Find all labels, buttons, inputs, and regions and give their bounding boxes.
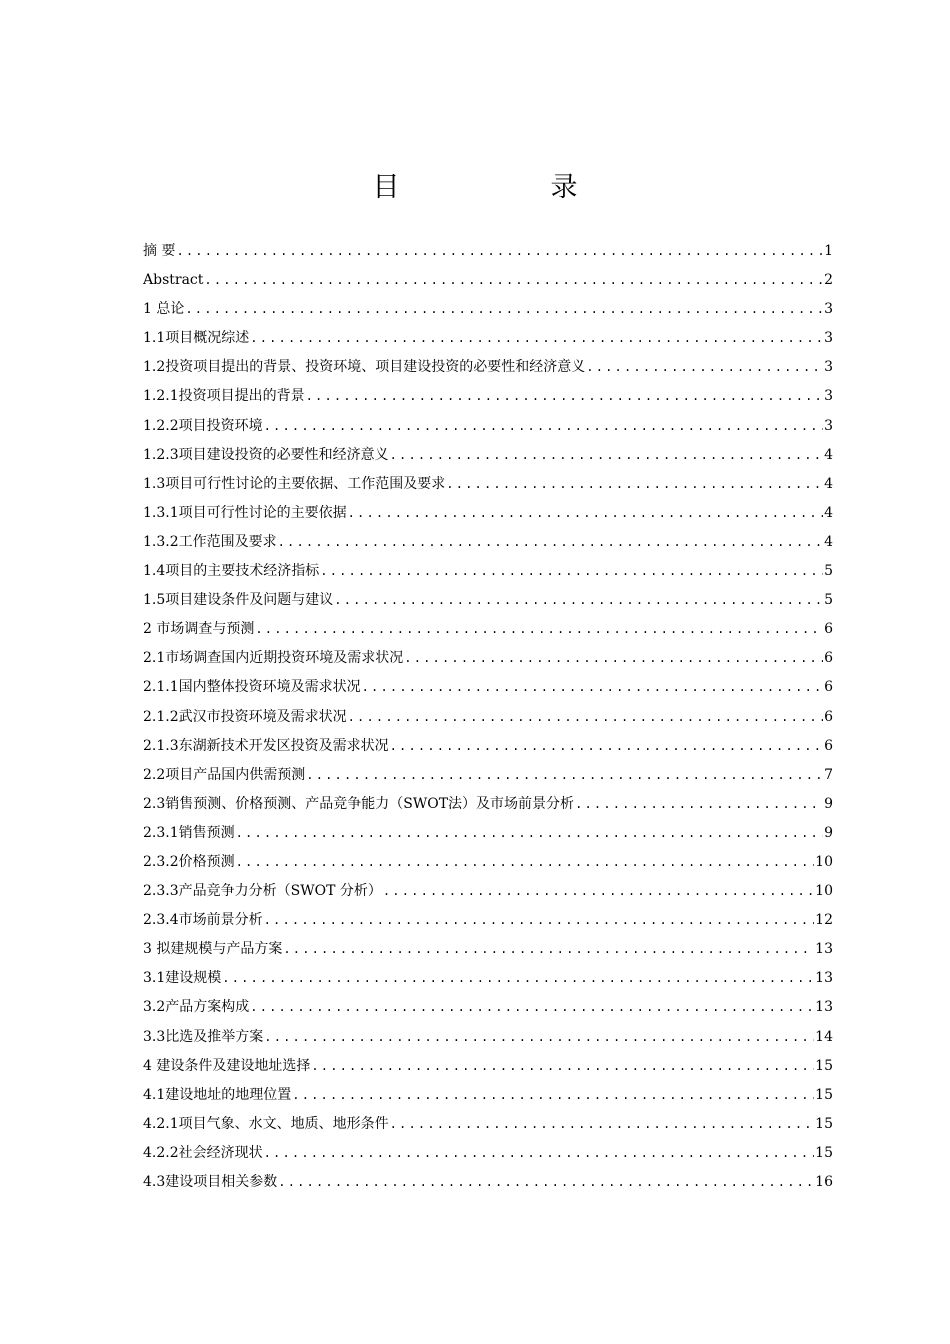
toc-entry-page-number: 16	[815, 1174, 833, 1190]
toc-entry-label: 4.3建设项目相关参数	[143, 1174, 278, 1190]
toc-entry-page-number: 6	[824, 708, 833, 725]
toc-entry[interactable]	[143, 964, 833, 993]
toc-dot-leader	[404, 644, 823, 673]
toc-entry-label: 4.2.2社会经济现状	[143, 1144, 263, 1161]
toc-entry-label: 1.2.1投资项目提出的背景	[143, 388, 305, 405]
toc-entry[interactable]	[143, 382, 833, 411]
toc-entry-page-number: 5	[824, 563, 833, 580]
toc-entry[interactable]	[143, 615, 833, 644]
toc-entry[interactable]	[143, 237, 833, 266]
toc-dot-leader	[311, 1052, 814, 1081]
toc-entry[interactable]	[143, 470, 833, 499]
toc-entry-label: 1.2.3项目建设投资的必要性和经济意义	[143, 446, 389, 463]
toc-entry[interactable]	[143, 1081, 833, 1110]
toc-entry-page-number: 10	[815, 883, 833, 900]
toc-entry[interactable]	[143, 761, 833, 790]
toc-entry-label: 3.3比选及推举方案	[143, 1028, 264, 1045]
toc-entry-label: 2.3.1销售预测	[143, 824, 235, 841]
toc-entry-label: 2.3销售预测、价格预测、产品竞争能力（SWOT法）及市场前景分析	[143, 795, 575, 812]
toc-entry[interactable]	[143, 877, 833, 906]
toc-entry-page-number: 10	[815, 853, 833, 870]
toc-entry-page-number: 15	[815, 1086, 833, 1103]
toc-entry-label: 2.3.2价格预测	[143, 853, 235, 870]
toc-entry-page-number: 12	[815, 912, 833, 929]
toc-entry[interactable]	[143, 353, 833, 382]
toc-entry-page-number: 9	[824, 795, 833, 812]
toc-entry-label: 2.1.2武汉市投资环境及需求状况	[143, 708, 347, 725]
toc-dot-leader	[278, 1168, 814, 1197]
toc-entry[interactable]	[143, 557, 833, 586]
toc-entry[interactable]	[143, 1023, 833, 1052]
toc-title: 目 录	[372, 172, 640, 203]
toc-entry-page-number: 15	[815, 1115, 833, 1132]
toc-entry-page-number: 13	[815, 970, 833, 987]
toc-entry-label: 1.2投资项目提出的背景、投资环境、项目建设投资的必要性和经济意义	[143, 359, 586, 376]
toc-entry[interactable]	[143, 732, 833, 761]
toc-dot-leader	[586, 353, 823, 382]
toc-entry-label: 2.3.4市场前景分析	[143, 912, 263, 929]
toc-entry-page-number: 13	[815, 941, 833, 958]
toc-entry-label: 1.4项目的主要技术经济指标	[143, 563, 320, 580]
toc-entry[interactable]	[143, 819, 833, 848]
toc-entry[interactable]	[143, 266, 833, 295]
toc-entry[interactable]	[143, 528, 833, 557]
toc-dot-leader	[236, 819, 823, 848]
toc-entry[interactable]	[143, 324, 833, 353]
toc-entry-page-number: 6	[824, 621, 833, 638]
toc-entry-label: 2 市场调查与预测	[143, 621, 255, 638]
toc-dot-leader	[250, 993, 814, 1022]
toc-dot-leader	[446, 470, 823, 499]
toc-entry-label: 4.1建设地址的地理位置	[143, 1086, 292, 1103]
toc-entry[interactable]	[143, 848, 833, 877]
toc-entry[interactable]	[143, 295, 833, 324]
toc-dot-leader	[320, 557, 823, 586]
toc-entry-label: 摘 要	[143, 243, 176, 259]
toc-dot-leader	[250, 324, 823, 353]
toc-entry-label: 4.2.1项目气象、水文、地质、地形条件	[143, 1115, 389, 1132]
toc-entry-page-number: 2	[824, 272, 833, 289]
toc-dot-leader	[390, 732, 823, 761]
toc-entry-label: 2.2项目产品国内供需预测	[143, 766, 306, 783]
toc-entry[interactable]	[143, 499, 833, 528]
toc-entry-label: 1.3项目可行性讨论的主要依据、工作范围及要求	[143, 475, 446, 492]
toc-dot-leader	[383, 877, 814, 906]
toc-entry-page-number: 6	[824, 679, 833, 696]
toc-entry-label: 1.1项目概况综述	[143, 330, 250, 347]
toc-entry-label: 2.3.3产品竞争力分析（SWOT 分析）	[143, 883, 382, 900]
toc-entry[interactable]	[143, 441, 833, 470]
toc-dot-leader	[176, 237, 823, 266]
toc-entry-page-number: 3	[824, 388, 833, 405]
toc-entry-label: 2.1.3东湖新技术开发区投资及需求状况	[143, 737, 389, 754]
toc-entry[interactable]	[143, 993, 833, 1022]
toc-dot-leader	[292, 1081, 814, 1110]
toc-entry-page-number: 4	[824, 446, 833, 463]
toc-dot-leader	[348, 703, 823, 732]
toc-entry-page-number: 1	[824, 243, 833, 259]
toc-entry-label: 1.3.2工作范围及要求	[143, 533, 277, 550]
toc-entry-page-number: 4	[824, 533, 833, 550]
toc-entry-label: 2.1.1国内整体投资环境及需求状况	[143, 679, 361, 696]
toc-entry[interactable]	[143, 586, 833, 615]
toc-entry-label: 3 拟建规模与产品方案	[143, 941, 283, 958]
toc-entry-page-number: 9	[824, 824, 833, 841]
toc-dot-leader	[264, 1023, 814, 1052]
toc-dot-leader	[575, 790, 823, 819]
toc-dot-leader	[390, 1110, 815, 1139]
toc-dot-leader	[264, 412, 823, 441]
toc-entry[interactable]	[143, 1168, 833, 1197]
toc-dot-leader	[222, 964, 814, 993]
toc-dot-leader	[306, 382, 823, 411]
toc-dot-leader	[264, 1139, 815, 1168]
toc-entry-label: 1.5项目建设条件及问题与建议	[143, 592, 334, 609]
toc-dot-leader	[204, 266, 823, 295]
toc-entry-page-number: 14	[815, 1028, 833, 1045]
toc-dot-leader	[348, 499, 823, 528]
toc-entry[interactable]	[143, 935, 833, 964]
toc-entry-page-number: 4	[824, 504, 833, 521]
toc-entry-label: 3.1建设规模	[143, 970, 222, 987]
toc-entry[interactable]	[143, 644, 833, 673]
toc-entry-label: 3.2产品方案构成	[143, 999, 250, 1016]
toc-entry[interactable]	[143, 1110, 833, 1139]
toc-entry-label: 1 总论	[143, 301, 185, 318]
toc-dot-leader	[390, 441, 823, 470]
toc-dot-leader	[236, 848, 815, 877]
toc-dot-leader	[362, 673, 823, 702]
toc-entry-page-number: 3	[824, 417, 833, 434]
toc-entry[interactable]	[143, 412, 833, 441]
toc-entry[interactable]	[143, 1139, 833, 1168]
toc-entry-page-number: 6	[824, 737, 833, 754]
toc-entry[interactable]	[143, 673, 833, 702]
toc-list	[143, 237, 833, 1197]
toc-entry-page-number: 5	[824, 592, 833, 609]
toc-dot-leader	[278, 528, 823, 557]
toc-entry-label: 1.3.1项目可行性讨论的主要依据	[143, 504, 347, 521]
toc-entry-page-number: 3	[824, 330, 833, 347]
toc-dot-leader	[255, 615, 823, 644]
toc-entry[interactable]	[143, 703, 833, 732]
toc-dot-leader	[283, 935, 814, 964]
toc-entry-label: 4 建设条件及建设地址选择	[143, 1057, 311, 1074]
toc-entry[interactable]	[143, 906, 833, 935]
toc-entry-label: Abstract	[143, 272, 204, 289]
toc-entry-page-number: 3	[824, 301, 833, 318]
toc-dot-leader	[306, 761, 823, 790]
toc-entry-page-number: 4	[824, 475, 833, 492]
toc-entry-page-number: 13	[815, 999, 833, 1016]
toc-entry-label: 1.2.2项目投资环境	[143, 417, 263, 434]
toc-entry[interactable]	[143, 790, 833, 819]
toc-entry-page-number: 15	[815, 1144, 833, 1161]
toc-entry-page-number: 6	[824, 650, 833, 667]
toc-dot-leader	[334, 586, 823, 615]
toc-dot-leader	[264, 906, 815, 935]
toc-entry[interactable]	[143, 1052, 833, 1081]
toc-entry-page-number: 7	[824, 766, 833, 783]
toc-entry-page-number: 3	[824, 359, 833, 376]
toc-dot-leader	[185, 295, 823, 324]
toc-entry-label: 2.1市场调查国内近期投资环境及需求状况	[143, 650, 404, 667]
toc-entry-page-number: 15	[815, 1057, 833, 1074]
